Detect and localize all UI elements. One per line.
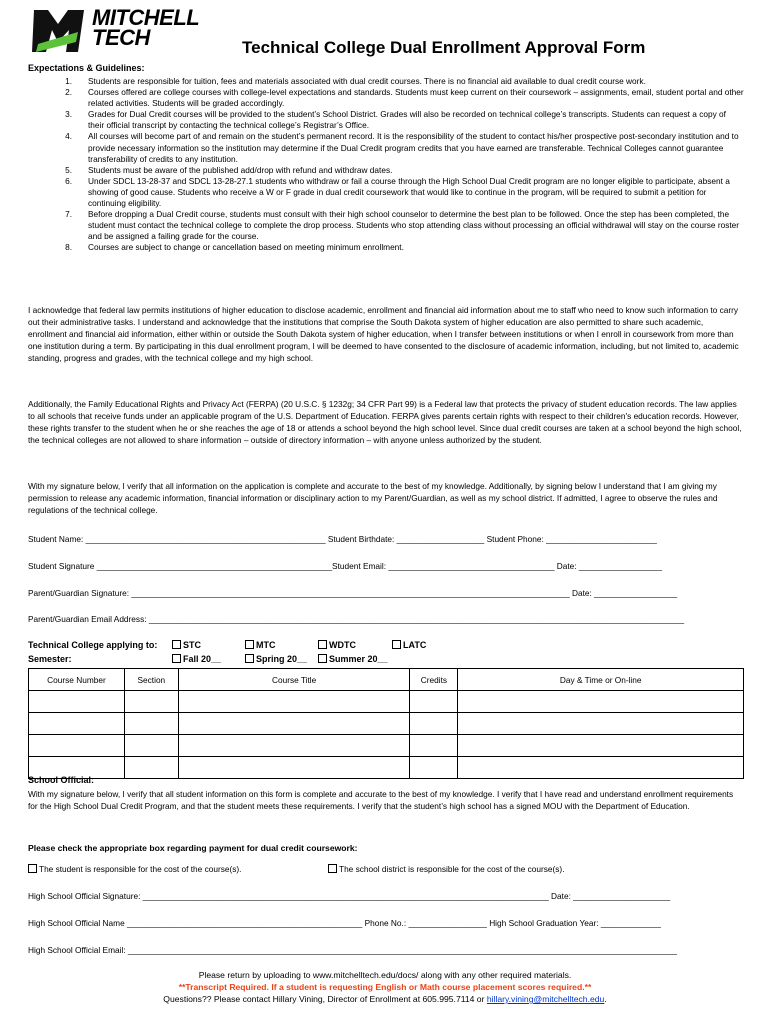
semester-option-label: Fall 20__: [183, 654, 222, 664]
checkbox-icon[interactable]: [245, 654, 254, 663]
mitchell-tech-logo: [30, 5, 220, 54]
guideline-number: 1.: [65, 76, 72, 86]
table-cell[interactable]: [29, 713, 125, 735]
college-option-label: LATC: [403, 640, 427, 650]
table-row: [29, 735, 744, 757]
course-table-header: [29, 669, 744, 691]
hs-official-name-field[interactable]: High School Official Name ___________________________________________________ Phone No.: _________________ High School Graduation Year: _____________: [28, 918, 661, 928]
table-cell[interactable]: [410, 691, 458, 713]
semester-option-label: Summer 20__: [329, 654, 388, 664]
guideline-text: All courses will become part of and remain on the student’s permanent record. It is the responsibility of the student to contact his/her prospective post-secondary institution and to provide necessary information so the institution may determine if the Dual Credit program credits that you have earned are transferable. Technical Colleges cannot guarantee transferability of credits to any institution.: [88, 131, 739, 164]
college-option-label: WDTC: [329, 640, 356, 650]
student-signature-field[interactable]: Student Signature ___________________________________________________Student Email: ____________________________________ Date: __________________: [28, 561, 662, 571]
guideline-item: [28, 131, 744, 164]
college-option-latc[interactable]: [392, 640, 426, 650]
guideline-text: Courses offered are college courses with college-level expectations and standards. Students must keep current on their coursework – assignments, email, student portal and other related activities. Students will be graded accordingly.: [88, 87, 744, 109]
footer-contact: [0, 994, 770, 1004]
hs-official-email-field[interactable]: High School Official Email: _______________________________________________________________________________________________________________________: [28, 945, 678, 955]
checkbox-icon[interactable]: [318, 654, 327, 663]
semester-option-summer[interactable]: [318, 654, 388, 664]
table-cell[interactable]: [458, 757, 744, 779]
college-option-stc[interactable]: [172, 640, 201, 650]
guideline-text: Students must be aware of the published add/drop with refund and withdraw dates.: [88, 164, 393, 175]
college-selection-row: [28, 640, 157, 650]
guideline-text: Before dropping a Dual Credit course, students must consult with their high school counselor to determine the best plan to be followed. Once the step has been completed, the student must contact the technical college to complete the drop process. Students who stop attending class without processing an official withdrawal will stay on the course roster and be assigned a failing grade for the course.: [88, 209, 740, 242]
checkbox-icon[interactable]: [328, 864, 337, 873]
table-cell[interactable]: [124, 735, 178, 757]
logo-m-icon: [30, 8, 86, 54]
table-cell[interactable]: [29, 735, 125, 757]
payment-option-district[interactable]: [328, 864, 744, 874]
guideline-number: 8.: [65, 242, 72, 253]
guideline-number: 4.: [65, 131, 72, 142]
guideline-text: Grades for Dual Credit courses will be provided to the student’s School District. Grades will also be recorded on technical college’s transcripts. Students can request a copy of their official transcript by contacting the technical college’s Registrar’s Office.: [88, 109, 726, 131]
table-cell[interactable]: [124, 691, 178, 713]
table-cell[interactable]: [410, 735, 458, 757]
table-cell[interactable]: [458, 691, 744, 713]
table-row: [29, 691, 744, 713]
footer-upload-note: Please return by uploading to www.mitchelltech.edu/docs/ along with any other required materials.: [198, 970, 572, 980]
table-cell[interactable]: [29, 691, 125, 713]
table-cell[interactable]: [410, 757, 458, 779]
semester-label: Semester:: [28, 654, 72, 664]
semester-option-label: Spring 20__: [256, 654, 308, 664]
checkbox-icon[interactable]: [28, 864, 37, 873]
table-cell[interactable]: [458, 735, 744, 757]
payment-option-label: The school district is responsible for the cost of the course(s).: [339, 864, 565, 874]
ferpa-paragraph: Additionally, the Family Educational Rights and Privacy Act (FERPA) (20 U.S.C. § 1232g; 34 CFR Part 99) is a Federal law that protects the privacy of student education records. The law applies to all schools that receive funds under an applicable program of the U.S. Department of Education. FERPA gives parents certain rights with respect to their children's education records. However, these rights transfer to the student when he or she reaches the age of 18 or attends a school beyond the high school level. Since dual credit courses are taken at a school beyond the high school, the technical colleges are not allowed to share information – outside of directory information – with anyone unless authorized by the student.: [28, 399, 742, 445]
table-row: [29, 713, 744, 735]
column-header: Course Title: [178, 669, 410, 691]
logo-line-1: MITCHELL: [92, 5, 200, 30]
table-row: [29, 757, 744, 779]
guideline-number: 7.: [65, 209, 72, 220]
checkbox-icon[interactable]: [392, 640, 401, 649]
table-cell[interactable]: [410, 713, 458, 735]
checkbox-icon[interactable]: [172, 640, 181, 649]
semester-option-spring[interactable]: [245, 654, 307, 664]
checkbox-icon[interactable]: [245, 640, 254, 649]
acknowledgement-paragraph: I acknowledge that federal law permits institutions of higher education to disclose academic, enrollment and financial aid information about me to staff who need to know such information to carry out their administrative tasks. I understand and acknowledge that the institutions that comprise the South Dakota system of higher education are also permitted to share such academic, enrollment and financial aid information, either within or outside the South Dakota system of higher education, when I transfer between institutions or when I enroll in coursework from more than one institution during a term. By participating in this dual enrollment program, I will be deemed to have consented to the disclosure of academic information, including, but not limited to, academic standing, progress and grades, with the technical college and my high school.: [28, 305, 739, 363]
guideline-item: [28, 209, 744, 242]
logo-wordmark: [92, 5, 200, 50]
college-option-label: STC: [183, 640, 201, 650]
logo-line-2: TECH: [92, 25, 150, 50]
guideline-text: Under SDCL 13-28-37 and SDCL 13-28-27.1 students who withdraw or fail a course through the High School Dual Credit program are no longer eligible to participate, absent a showing of good cause. Students who receive a W or F grade in dual credit coursework that would like to continue in the program, will be required to submit a petition for continuing eligibility.: [88, 175, 730, 209]
column-header: Credits: [410, 669, 458, 691]
course-table: [28, 668, 744, 779]
payment-heading: Please check the appropriate box regarding payment for dual credit coursework:: [28, 843, 358, 853]
parent-email-field[interactable]: Parent/Guardian Email Address: ____________________________________________________________________________________________________________________: [28, 614, 685, 624]
guideline-text: Courses are subject to change or cancellation based on meeting minimum enrollment.: [88, 242, 404, 253]
table-cell[interactable]: [124, 757, 178, 779]
guideline-item: [28, 109, 744, 131]
hs-official-signature-field[interactable]: High School Official Signature: ________________________________________________________________________________________ Date: _____________________: [28, 891, 671, 901]
checkbox-icon[interactable]: [318, 640, 327, 649]
contact-email-link[interactable]: hillary.vining@mitchelltech.edu: [486, 994, 605, 1004]
table-cell[interactable]: [178, 735, 410, 757]
table-cell[interactable]: [178, 691, 410, 713]
parent-signature-field[interactable]: Parent/Guardian Signature: _______________________________________________________________________________________________ Date: __________________: [28, 588, 678, 598]
guideline-number: 5.: [65, 164, 72, 175]
college-label: Technical College applying to:: [28, 640, 158, 650]
column-header: Section: [124, 669, 178, 691]
payment-option-label: The student is responsible for the cost of the course(s).: [39, 864, 242, 874]
semester-option-fall[interactable]: [172, 654, 221, 664]
guideline-text: Students are responsible for tuition, fees and materials associated with dual credit courses. There is no financial aid available to dual credit course work.: [88, 76, 646, 86]
college-option-mtc[interactable]: [245, 640, 276, 650]
guidelines-heading: Expectations & Guidelines:: [28, 63, 145, 73]
student-name-field[interactable]: Student Name: ____________________________________________________ Student Birthdate: ___________________ Student Phone: ________________________: [28, 534, 657, 544]
guidelines-list: [28, 76, 744, 254]
column-header: Course Number: [29, 669, 125, 691]
signature-paragraph: With my signature below, I verify that all information on the application is complete and accurate to the best of my knowledge. Additionally, by signing below I understand that I am giving my permission to release any academic information, financial information or disciplinary action to my Parent/Guardian, as well as my school district. If admitted, I agree to observe the rules and regulations of the technical college.: [28, 481, 718, 515]
table-cell[interactable]: [458, 713, 744, 735]
footer-transcript-note: **Transcript Required. If a student is requesting English or Math course placement scores required.**: [178, 982, 592, 992]
column-header: Day & Time or On-line: [458, 669, 744, 691]
footer-contact-text: Questions?? Please contact Hillary Vining, Director of Enrollment at 605.995.7114 or: [163, 994, 487, 1004]
college-option-label: MTC: [256, 640, 276, 650]
guideline-number: 2.: [65, 87, 72, 98]
footer-contact-suffix: .: [604, 994, 607, 1004]
form-title: Technical College Dual Enrollment Approval Form: [242, 38, 646, 57]
guideline-number: 6.: [65, 175, 72, 186]
college-option-wdtc[interactable]: [318, 640, 356, 650]
guideline-item: [28, 76, 744, 87]
guideline-number: 3.: [65, 109, 72, 120]
table-cell[interactable]: [124, 713, 178, 735]
guideline-item: [28, 165, 744, 176]
school-official-paragraph: With my signature below, I verify that all student information on this form is complete and accurate to the best of my knowledge. I verify that I have read and understand enrollment requirements for the High School Dual Credit Program, and that the student meets these requirements. I verify that the student’s high school has a signed MOU with the Department of Education.: [28, 789, 734, 811]
table-cell[interactable]: [178, 757, 410, 779]
guideline-item: [28, 87, 744, 109]
guideline-item: [28, 176, 744, 209]
guideline-item: [28, 242, 744, 253]
table-cell[interactable]: [178, 713, 410, 735]
checkbox-icon[interactable]: [172, 654, 181, 663]
school-official-heading: School Official:: [28, 775, 95, 785]
